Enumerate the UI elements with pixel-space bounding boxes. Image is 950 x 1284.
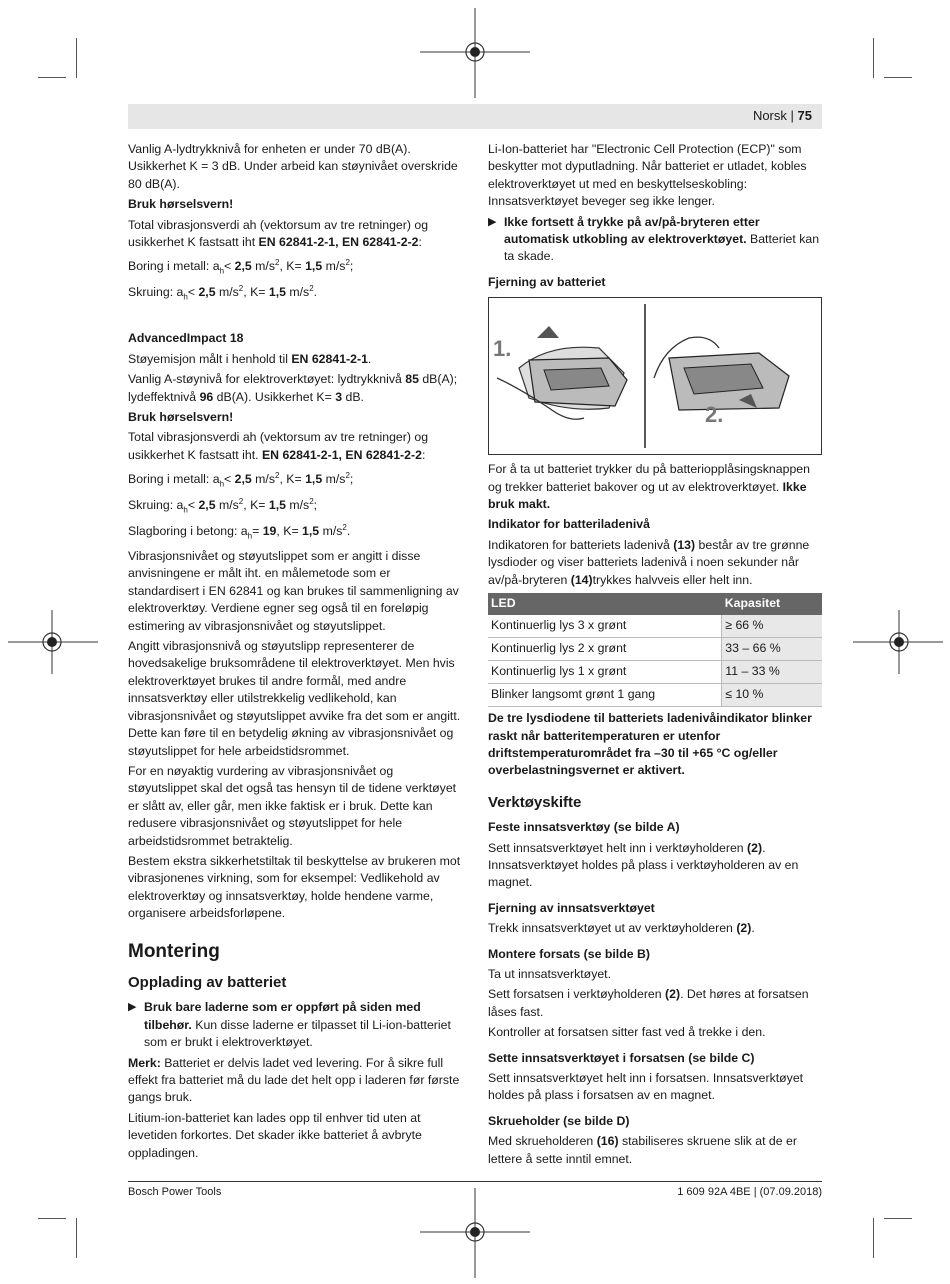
paragraph: Støyemisjon målt i henhold til EN 62841-2-1. [128,351,372,366]
paragraph: Vanlig A-støynivå for elektroverktøyet: lydtrykknivå 85 dB(A); lydeffektnivå 96 dB(A). Usikkerhet K= 3 dB. [128,372,458,404]
section-heading: Montering [128,940,220,962]
paragraph: Vanlig A-lydtrykknivå for enheten er under 70 dB(A). Usikkerhet K = 3 dB. Under arbeid kan støynivået overskride 80 dB(A). [128,142,458,191]
registration-mark-top [420,8,530,98]
paragraph: De tre lysdiodene til batteriets ladenivåindikator blinker raskt når batteritemperaturen er utenfor driftstemperaturområdet fra –30 til +65 °C og/eller overbelastningsvernet er aktivert. [488,711,812,778]
table-header: Kapasitet [722,593,822,615]
paragraph: Total vibrasjonsverdi ah (vektorsum av tre retninger) og usikkerhet K fastsatt iht. EN 62841-2-1, EN 62841-2-2: [128,430,429,462]
paragraph: Ta ut innsatsverktøyet. [488,966,612,981]
crop-mark [76,1218,77,1258]
page-number: 75 [797,108,812,123]
table-row: Kontinuerlig lys 1 x grønt 11 – 33 % [488,661,822,684]
paragraph: Vibrasjonsnivået og støyutslippet som er angitt i disse anvisningene er målt iht. en målemetode som er standardisert i EN 62841 og kan brukes til sammenligning av elektroverktøy. Verdiene egner seg også til en foreløpig estimering av vibrasjonsnivået og støyutslippet. [128,549,459,633]
vibration-value: Boring i metall: $a_h< 2,5$ $m/s^2$, K= 1,5 $m/s^2$; [128,258,354,276]
paragraph: Kontroller at forsatsen sitter fast ved å trekke i den. [488,1025,766,1040]
battery-indicator-table [488,593,822,707]
warning-bullet: ▶ Bruk bare laderne som er oppført på siden med tilbehør. Kun disse laderne er tilpasset til Li-ion-batteriet som er brukt i elektroverktøyet. [128,1000,451,1050]
crop-mark [873,1218,874,1258]
subheading: Bruk hørselsvern! [128,197,234,212]
table-header-row [488,593,822,615]
paragraph: Merk: Batteriet er delvis ladet ved levering. For å sikre full effekt fra batteriet må du lade det helt opp i laderen før første gangs bruk. [128,1055,460,1105]
figure-step-label: 2. [705,402,724,428]
crop-mark [873,38,874,78]
registration-mark-left [8,610,98,674]
subheading: Indikator for batteriladenivå [488,517,650,532]
triangle-bullet-icon: ▶ [488,215,497,228]
model-heading: AdvancedImpact 18 [128,331,244,346]
paragraph: Indikatoren for batteriets ladenivå (13) består av tre grønne lysdioder og viser batteriets ladenivå i noen sekunder når av/på-bryteren (14)trykkes halvveis eller helt inn. [488,537,810,587]
subheading: Feste innsatsverktøy (se bilde A) [488,820,680,835]
vibration-value: Boring i metall: $a_h< 2,5$ $m/s^2$, K= 1,5 $m/s^2$; [128,471,354,489]
paragraph: For en nøyaktig vurdering av vibrasjonsnivået og støyutslippet skal det også tas hensyn til de tidene verktøyet er slått av, eller går, men ikke faktisk er i bruk. Dette kan redusere vibrasjonsnivået og støyutslippet for hele arbeidstidsrommet betraktelig. [128,763,457,848]
subheading: Fjerning av innsatsverktøyet [488,900,655,915]
vibration-value: Slagboring i betong: $a_h= 19$, K= 1,5 $m/s^2$. [128,523,351,541]
triangle-bullet-icon: ▶ [128,1001,137,1014]
header-separator: | [790,108,794,123]
header-label [753,108,812,123]
subheading: Skrueholder (se bilde D) [488,1113,630,1128]
table-row: Kontinuerlig lys 2 x grønt 33 – 66 % [488,638,822,661]
registration-mark-bottom [420,1188,530,1278]
paragraph: For å ta ut batteriet trykker du på batteriopplåsingsknappen og trekker batteriet bakover og ut av elektroverktøyet. Ikke bruk makt. [488,462,810,512]
footer-publisher: Bosch Power Tools [128,1186,222,1198]
subheading: Fjerning av batteriet [488,274,606,289]
paragraph: Litium-ion-batteriet kan lades opp til enhver tid uten at levetiden forkortes. Det skader ikke batteriet å avbryte oppladingen. [128,1110,422,1160]
paragraph: Bestem ekstra sikkerhetstiltak til beskyttelse av brukeren mot vibrasjonenes virkning, som for eksempel: Vedlikehold av elektroverktøy og innsatsverktøy, holde hendene varme, organisere arbeidsforløpene. [128,853,461,921]
section-subheading: Verktøyskifte [488,793,582,811]
crop-mark [884,77,912,78]
figure-step-label: 1. [493,336,512,362]
subheading: Sette innsatsverktøyet i forsatsen (se bilde C) [488,1050,755,1065]
vibration-value: Skruing: $a_h< 2,5$ $m/s^2$, K= 1,5 $m/s^2$. [128,284,318,302]
battery-illustration [489,298,821,454]
subheading: Montere forsats (se bilde B) [488,946,650,961]
page-header [128,104,822,129]
subheading: Bruk hørselsvern! [128,409,234,424]
paragraph: Sett innsatsverktøyet helt inn i forsatsen. Innsatsverktøyet holdes på plass i forsatsen av en magnet. [488,1071,804,1103]
paragraph: Med skrueholderen (16) stabiliseres skruene slik at de er lettere å sette inntil emnet. [488,1134,797,1166]
crop-mark [884,1218,912,1219]
page-footer [128,1181,822,1198]
crop-mark [76,38,77,78]
crop-mark [38,1218,66,1219]
paragraph: Total vibrasjonsverdi ah (vektorsum av tre retninger) og usikkerhet K fastsatt iht EN 62841-2-1, EN 62841-2-2: [128,217,429,250]
header-section: Norsk [752,108,787,123]
paragraph: Trekk innsatsverktøyet ut av verktøyholderen (2). [488,921,755,936]
paragraph: Li-Ion-batteriet har "Electronic Cell Protection (ECP)" som beskytter mot dyputladning. Når batteriet er utladet, kobles elektroverktøyet ut med en beskyttelseskobling: Innsatsverktøyet beveger seg ikke lenger. [488,142,807,209]
paragraph: Sett forsatsen i verktøyholderen (2). Det høres at forsatsen låses fast. [488,987,809,1019]
battery-removal-figure [488,297,822,455]
section-subheading: Opplading av batteriet [128,973,287,991]
paragraph: Sett innsatsverktøyet helt inn i verktøyholderen (2). Innsatsverktøyet holdes på plass i verktøyholderen av en magnet. [488,840,799,890]
registration-mark-right [853,610,943,674]
table-row: Blinker langsomt grønt 1 gang ≤ 10 % [488,684,822,707]
paragraph: Angitt vibrasjonsnivå og støyutslipp representerer de hovedsakelige bruksområdene til elektroverktøyet. Men hvis elektroverktøyet brukes til andre formål, med andre innsatsverktøy eller utilstrekkelig vedlikehold, kan vibrasjonsnivået og støyutslippet avvike fra det som er angitt. Dette kan føre til en betydelig økning av vibrasjonsnivået og støyutslippet for hele arbeidstidsrommet. [128,639,461,758]
crop-mark [38,77,66,78]
table-row: Kontinuerlig lys 3 x grønt ≥ 66 % [488,615,822,638]
footer-doc-id: 1 609 92A 4BE | (07.09.2018) [677,1186,822,1198]
warning-bullet: ▶ Ikke fortsett å trykke på av/på-bryteren etter automatisk utkobling av elektroverktøyet. Batteriet kan ta skade. [488,214,820,264]
table-header: LED [488,593,722,615]
vibration-value: Skruing: $a_h< 2,5$ $m/s^2$, K= 1,5 $m/s^2$; [128,497,318,515]
right-column [488,141,822,1171]
left-column [128,141,462,1165]
